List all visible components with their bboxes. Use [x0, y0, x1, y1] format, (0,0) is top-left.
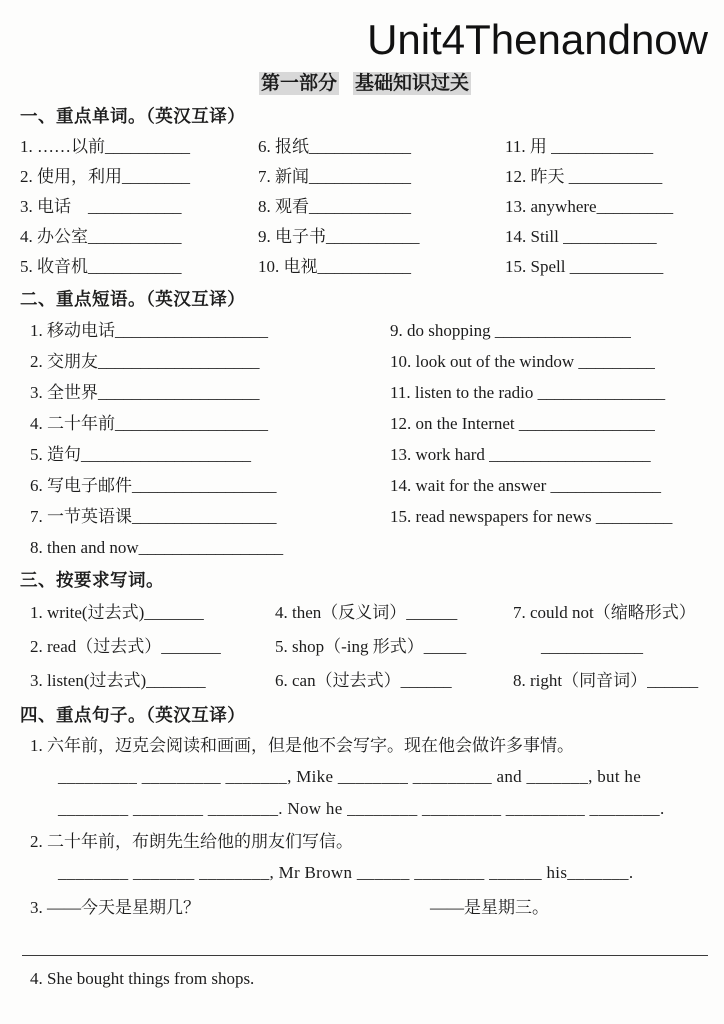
word-item: 15. Spell ___________ — [505, 257, 664, 276]
section-phrases-heading: 二、重点短语。（英汉互译） — [20, 289, 246, 309]
wordform-item: 7. could not（缩略形式） — [513, 603, 696, 622]
wordform-item: 2. read（过去式）_______ — [30, 637, 221, 656]
sentence-2-chinese: 2. 二十年前，布朗先生给他的朋友们写信。 — [30, 832, 353, 851]
phrase-item: 13. work hard ___________________ — [390, 445, 651, 464]
part-header-right: 基础知识过关 — [355, 73, 470, 94]
phrase-item: 9. do shopping ________________ — [390, 321, 631, 340]
sentence-3-question: 3. ——今天是星期几？ — [30, 898, 200, 917]
wordform-item: 8. right（同音词）______ — [513, 671, 699, 690]
section-wordforms-grid — [20, 596, 710, 698]
phrase-item: 2. 交朋友___________________ — [30, 352, 260, 371]
wordform-item: 3. listen(过去式)_______ — [30, 671, 206, 690]
sentence-1-chinese: 1. 六年前，迈克会阅读和画画，但是他不会写字。现在他会做许多事情。 — [30, 736, 574, 755]
words-column-2 — [258, 132, 505, 282]
word-item: 14. Still ___________ — [505, 227, 657, 246]
word-item: 9. 电子书___________ — [258, 227, 420, 246]
wordforms-column-1 — [20, 596, 265, 698]
section-phrases-grid — [20, 315, 710, 563]
word-item: 8. 观看____________ — [258, 197, 411, 216]
section-sentences — [20, 702, 710, 1024]
phrase-item: 3. 全世界___________________ — [30, 383, 260, 402]
word-item: 1. ……以前__________ — [20, 137, 190, 156]
word-item: 5. 收音机___________ — [20, 257, 182, 276]
word-item: 11. 用 ____________ — [505, 137, 654, 156]
phrase-item: 4. 二十年前__________________ — [30, 414, 268, 433]
answer-line — [22, 925, 708, 956]
sentence-1-english-line-2: ________ ________ ________. Now he ________ _________ _________ ________. — [58, 799, 665, 818]
wordforms-column-2 — [265, 596, 503, 698]
phrase-item: 7. 一节英语课_________________ — [30, 507, 277, 526]
section-wordforms-heading: 三、按要求写词。 — [20, 570, 164, 590]
wordform-continuation-blank: ____________ — [541, 637, 643, 656]
page-title: Unit4Thenandnow — [367, 16, 708, 63]
wordform-item: 4. then（反义词）______ — [275, 603, 458, 622]
phrase-item: 11. listen to the radio _______________ — [390, 383, 666, 402]
word-item: 3. 电话 ___________ — [20, 197, 182, 216]
phrase-item: 10. look out of the window _________ — [390, 352, 655, 371]
phrase-item: 5. 造句____________________ — [30, 445, 251, 464]
phrases-column-1 — [20, 315, 380, 563]
section-words-heading: 一、重点单词。（英汉互译） — [20, 106, 246, 126]
answer-line — [22, 996, 708, 1024]
wordform-item: 1. write(过去式)_______ — [30, 603, 204, 622]
section-words-grid — [20, 132, 710, 282]
word-item: 6. 报纸____________ — [258, 137, 411, 156]
phrase-item: 8. then and now_________________ — [30, 538, 284, 557]
sentence-3-row — [30, 895, 710, 921]
word-item: 13. anywhere_________ — [505, 197, 674, 216]
part-header — [20, 68, 710, 95]
sentence-2-english: ________ _______ ________, Mr Brown ______ ________ ______ his_______. — [58, 863, 634, 882]
phrase-item: 6. 写电子邮件_________________ — [30, 476, 277, 495]
phrase-item: 12. on the Internet ________________ — [390, 414, 655, 433]
wordforms-column-3 — [503, 596, 710, 698]
sentence-1-english-line-1: _________ _________ _______, Mike ________ _________ and _______, but he — [58, 767, 642, 786]
wordform-item: 6. can（过去式）______ — [275, 671, 452, 690]
words-column-1 — [20, 132, 258, 282]
word-item: 7. 新闻____________ — [258, 167, 411, 186]
section-sentences-heading: 四、重点句子。（英汉互译） — [20, 705, 246, 725]
wordform-item: 5. shop（-ing 形式）_____ — [275, 637, 467, 656]
word-item: 4. 办公室___________ — [20, 227, 182, 246]
word-item: 2. 使用，利用________ — [20, 167, 190, 186]
phrases-column-2 — [380, 315, 710, 563]
phrase-item: 15. read newspapers for news _________ — [390, 507, 673, 526]
phrase-item: 14. wait for the answer _____________ — [390, 476, 662, 495]
sentence-3-answer: ——是星期三。 — [430, 898, 549, 917]
words-column-3 — [505, 132, 710, 282]
sentence-4-english: 4. She bought things from shops. — [30, 969, 255, 988]
phrase-item: 1. 移动电话__________________ — [30, 321, 268, 340]
part-header-left: 第一部分 — [260, 73, 337, 94]
word-item: 10. 电视___________ — [258, 257, 411, 276]
word-item: 12. 昨天 ___________ — [505, 167, 663, 186]
